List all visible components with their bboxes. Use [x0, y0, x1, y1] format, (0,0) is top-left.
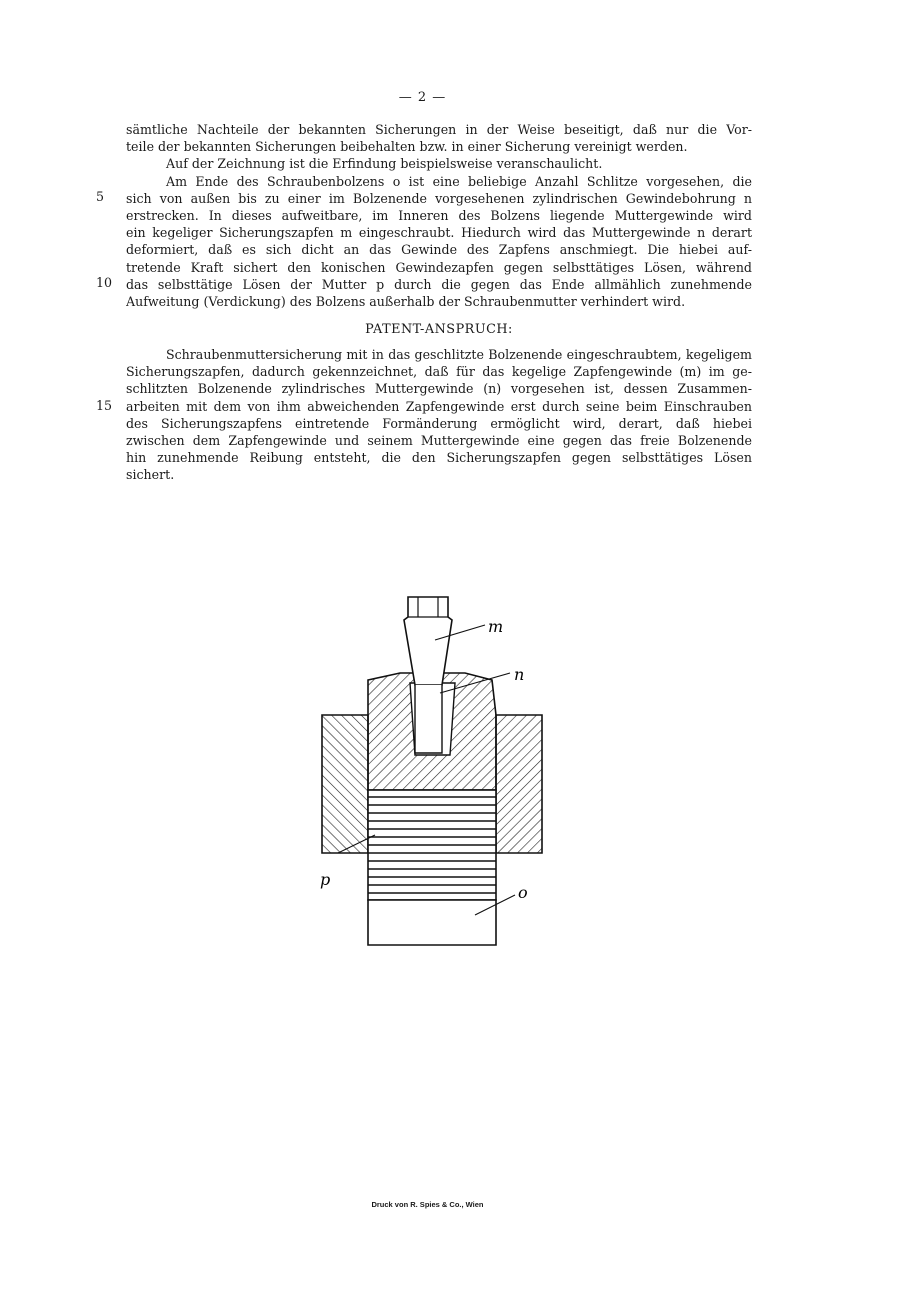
label-o: o: [518, 883, 528, 902]
conical-plug-m: [404, 597, 452, 685]
claim-line: hin zunehmende Reibung entsteht, die den Sicherungszapfen gegen selbsttätiges Lösen: [126, 450, 752, 466]
printer-imprint: Druck von R. Spies & Co., Wien: [371, 1200, 484, 1209]
claim-heading: PATENT-ANSPRUCH:: [365, 322, 513, 337]
description-line: sich von außen bis zu einer im Bolzenende vorgesehenen zylindrischen Gewindebohrung n: [126, 190, 752, 206]
claim-line: Sicherungszapfen, dadurch gekennzeichnet, daß für das kegelige Zapfengewinde (m) im ge-: [126, 364, 752, 380]
description-text: [126, 121, 752, 310]
bolt-nut-figure: [290, 585, 590, 970]
line-number-5: 5: [96, 189, 105, 204]
description-line: sämtliche Nachteile der bekannten Sicherungen in der Weise beseitigt, daß nur die Vor-: [126, 122, 752, 137]
claim-line: schlitzten Bolzenende zylindrisches Muttergewinde (n) vorgesehen ist, dessen Zusammen-: [126, 381, 752, 397]
claim-line: Schraubenmuttersicherung mit in das geschlitzte Bolzenende eingeschraubtem, kegeligem: [166, 347, 752, 362]
claim-line: sichert.: [126, 467, 175, 483]
nut-left-section: [322, 715, 368, 853]
description-line: deformiert, daß es sich dicht an das Gewinde des Zapfens anschmiegt. Die hiebei auf-: [126, 242, 752, 258]
description-line: Aufweitung (Verdickung) des Bolzens außerhalb der Schraubenmutter verhindert wird.: [126, 293, 686, 309]
description-line: das selbsttätige Lösen der Mutter p durch die gegen das Ende allmählich zunehmende: [126, 276, 752, 292]
line-number-15: 15: [96, 398, 113, 413]
claim-line: des Sicherungszapfens eintretende Formänderung ermöglicht wird, derart, daß hiebei: [126, 415, 752, 431]
claim-line: zwischen dem Zapfengewinde und seinem Muttergewinde eine gegen das freie Bolzenende: [126, 432, 752, 448]
description-line: Am Ende des Schraubenbolzens o ist eine beliebige Anzahl Schlitze vorgesehen, die: [166, 173, 752, 189]
description-line: tretende Kraft sichert den konischen Gewindezapfen gegen selbsttätiges Lösen, während: [126, 259, 752, 275]
nut-right-section: [496, 715, 542, 853]
label-p: p: [320, 870, 331, 889]
description-line: teile der bekannten Sicherungen beibehalten bzw. in einer Sicherung vereinigt werden.: [126, 139, 688, 155]
bolt-shank: [368, 900, 496, 945]
label-n: n: [514, 665, 525, 684]
description-line: erstrecken. In dieses aufweitbare, im Inneren des Bolzens liegende Muttergewinde wird: [126, 207, 752, 223]
page-number: — 2 —: [398, 90, 447, 105]
description-line: ein kegeliger Sicherungszapfen m eingeschraubt. Hiedurch wird das Muttergewinde n derart: [126, 225, 752, 241]
label-m: m: [488, 617, 504, 636]
claim-text: [126, 346, 752, 484]
description-line: Auf der Zeichnung ist die Erfindung beispielsweise veranschaulicht.: [166, 156, 603, 172]
claim-line: arbeiten mit dem von ihm abweichenden Zapfengewinde erst durch seine beim Einschrauben: [126, 398, 752, 414]
line-number-10: 10: [96, 275, 113, 290]
